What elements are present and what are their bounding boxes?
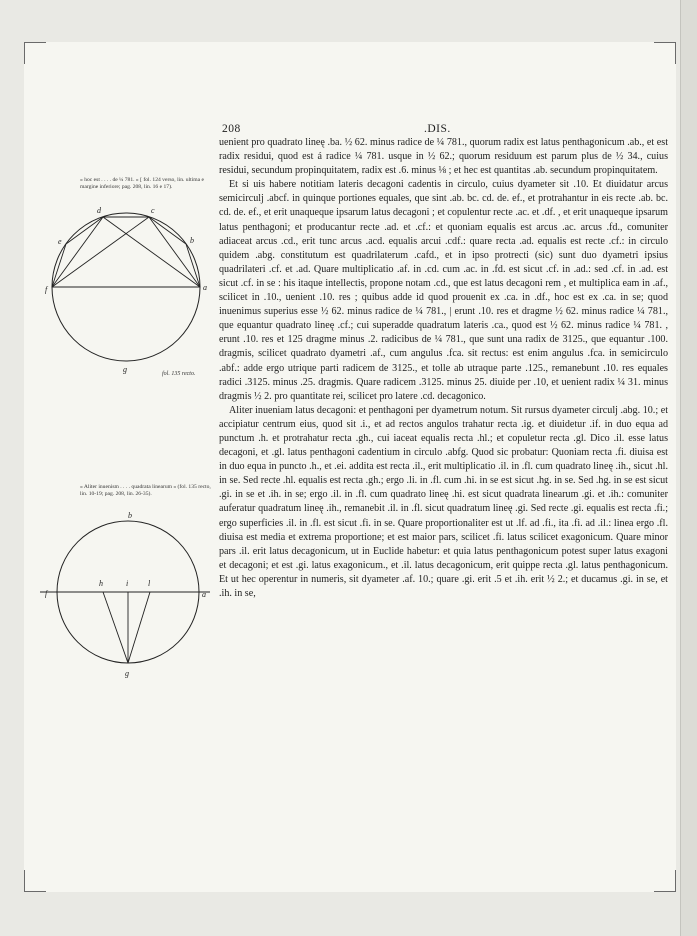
paragraph-2: Et si uis habere notitiam lateris decagoni cadentis in circulo, cuius dyameter sit .10. Et diuidatur arcus semicirculj .abcf. in quinque portiones equales, que sint .ab. bc. cd. de. ef., et protrahantur in eis recte .ab. bc. cd. de. ef., et erit unaqueque ipsarum latus decagoni ; et copulentur recte .ac. et .df. , et erit unaqueque ipsarum latus penthagoni; et producantur recte .ad. et .cf.: et quoniam equalis est arcus .ac. arcus .fd., comuniter adiaceat arcus .cd., erit tunc arcus .acd. equalis arcui .cdf.: quare recta .ad. equalis est recte .cf.: in circulo quidem .abg. constitutum est quadrilaterum .cafd., et in ipso protrecti (sic) sunt duo dyametri ipsius quadrilateri .cf. et .ad. Quare multiplicatio .af. in .cd. cum .ac. in .fd. est sicut .cf. in .ad.: sed .cf. in .ad. est sicut .cf. in se : his itaque intellectis, propone notam .cd., que est latus decagoni rem , et multiplica eam in .af., scilicet in .10., uenient .10. res ; quibus adde id quod prouenit ex .ca. in .df., hoc est ex .ca. in se; quod inuenimus superius esse ½ 62. minus radice de ¼ 781., | erunt .10. res et dragme ½ 62. minus radice ¼ 781., que equantur quadrato lineę .cf.; cui superadde quadratum lateris .ca., quod est ½ 62. minus radice ¼ 781. , erunt .10. res et 125 dragme minus .2. radicibus de ¼ 781., que sunt una radix de 3125., que equantur .100. dragmis, scilicet quadrato dyametri .af., cum angulus .fca. sit rectus: est enim angulus .fca. in semicirculo .abf.: adde ergo utrique parti radicem de 3125., et tolle ab utraque parte .125., remanebunt .10. res equales radici .3125. minus .25. dragmis. Quare radicem .3125. minus 25. diuide per .10, et uenient radix ¼ 31. minus dragmis ½ 2. pro quantitate rei, scilicet pro latere .cd. decagonico.: [219, 179, 668, 402]
chord-ac: [149, 217, 200, 287]
label-a: a: [203, 283, 207, 292]
crop-mark: [24, 891, 46, 892]
label-d: d: [97, 206, 101, 215]
label-b: b: [128, 511, 132, 520]
crop-mark: [654, 891, 676, 892]
paragraph-1: uenient pro quadrato lineę .ba. ½ 62. minus radice de ¼ 781., quorum radix est latus penthagonicum .ab., et est radix residui, quod est á radice ¼ 781. usque in ½ 62.; quorum residuum est parum plus de ½ 34., cuius residui, secundum propinquitatem, radix est .6. minus ⅛ ; et hec est quantitas .ab. secundum propinquitatem.: [219, 137, 668, 177]
running-head: .DIS.: [424, 123, 451, 135]
label-l: l: [148, 579, 151, 588]
chord-ef: [52, 244, 66, 287]
crop-mark: [654, 42, 676, 43]
page-number: 208: [222, 123, 241, 135]
figure-1-caption: fol. 135 recto.: [162, 371, 196, 377]
chord-df: [52, 217, 103, 287]
label-f: f: [45, 285, 48, 294]
crop-mark: [675, 42, 676, 64]
crop-mark: [675, 870, 676, 892]
chord-ab: [186, 244, 200, 287]
line-hg: [103, 592, 128, 663]
label-f: f: [45, 589, 48, 598]
crop-mark: [24, 870, 25, 892]
label-i: i: [126, 579, 129, 588]
marginal-note-2: « Aliter inuenism . . . . quadrata linearum » (fol. 135 recto, lin. 10-19; pag. 208, lin. 26-35).: [80, 484, 211, 497]
label-c: c: [151, 206, 155, 215]
marginal-note-1: « hoc est . . . . de ¼ 781. » [ fol. 124 verso, lin. ultima e margine inferiore; pag. 208, lin. 16 e 17).: [80, 177, 204, 190]
paragraph-3: Aliter inueniam latus decagoni: et penthagoni per dyametrum notum. Sit rursus dyameter circulj .abg. 10.; et accipiatur centrum eius, quod sit .i., et ad rectos angulos trahatur recta .ig. et diuidetur .if. in duo equa ad punctum .h. et protrahatur recta .gh., cui iaceat equalis recta .hl.; et copuletur recta .gl. Dico .il. esse latus decagoni, et .gl. latus penthagoni cadentium in circulo .abfg. Quod sic probatur: Quoniam recta .fi. diuisa est in duo equa in puncto .h., et .ei. addita est recta .il., erit multiplicatio .il. in .fl. cum quadrato lineę .ih., sicut .hl. in se. Sed recte .hl. equalis est recta .gh.; ergo .li. in .fl. cum .hi. in se est sicut .hg. in se. Sed .hg. in se est sicut .gi. in se et .ih. in se; ergo .il. in .fl. cum quadrato lineę .hi. est sicut quadrata linearum .gi. et .ih.: comuniter auferatur quadratum lineę .ih., remanebit .il. in .fl. sicut quadratum lineę .gi. Sed recte .gi. equalis est recta .fi.; ergo superficies .il. in .fl. est sicut .fi. in se. Quare proportionaliter est ut .lf. ad .fi., ita .fi. ad .il.: linea ergo .fl. diuisa est media et extrema proportione; et est maior pars, scilicet .fi. latus scilicet exagonicum. Quare minor pars .il. erit latus decagonicum, ut in Euclide habetur: et quia latus penthagonicum potest super latus exagoni et decagoni; et est .gi. latus exagonicum., et .il. latus decagonicum, erit quippe recta .gl. latus penthagonicum. Et ut hec operentur in numeris, sit dyameter .af. 10.; quare .gi. erit .5 et .ih. erit ½ 2.; et ducamus .gi. in se, et .ih. in se,: [219, 404, 668, 599]
crop-mark: [24, 42, 46, 43]
line-lg: [128, 592, 150, 663]
label-e: e: [58, 237, 62, 246]
figure-1-circle-decagon: [40, 200, 215, 375]
main-text-block: [219, 136, 668, 601]
page-edge-strip: [680, 0, 697, 936]
chord-ad: [103, 217, 200, 287]
figure-2-circle-construction: [40, 508, 215, 688]
chord-de: [66, 217, 103, 244]
label-b: b: [190, 236, 194, 245]
chord-bc: [149, 217, 186, 244]
chord-cf: [52, 217, 149, 287]
label-h: h: [99, 579, 103, 588]
label-g: g: [125, 669, 129, 678]
label-a: a: [202, 590, 206, 599]
label-g: g: [123, 365, 127, 374]
crop-mark: [24, 42, 25, 64]
